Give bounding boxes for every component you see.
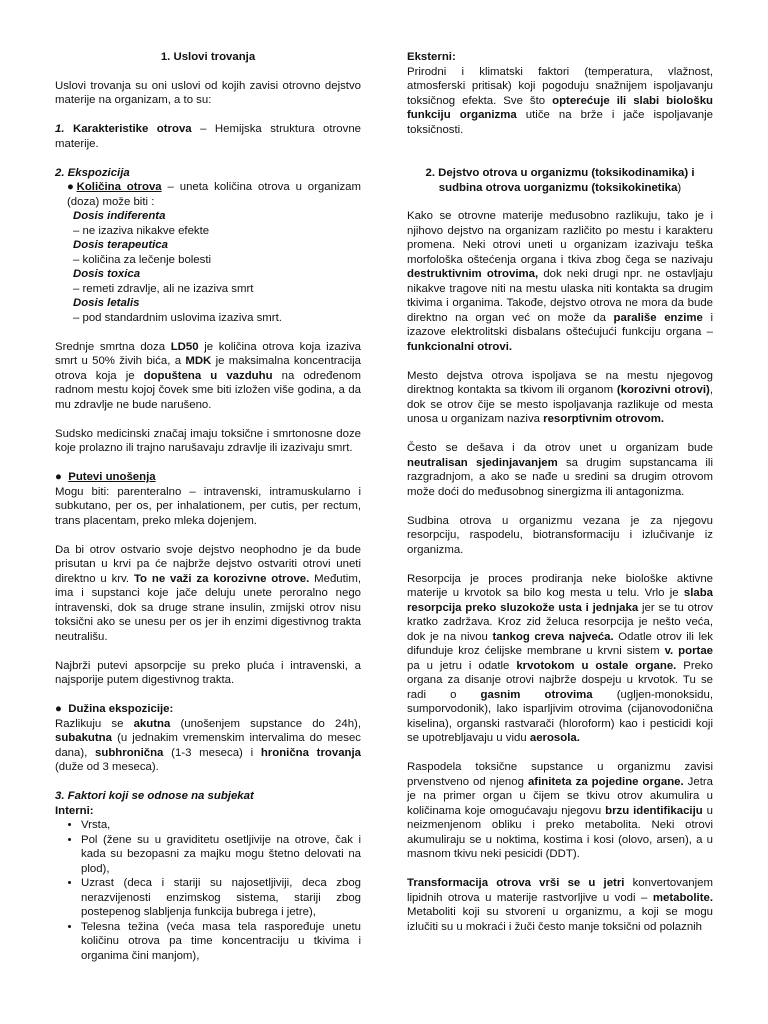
karakteristike-paragraph: 1. Karakteristike otrova – Hemijska struktura otrovne materije. (55, 123, 361, 150)
faktori-block (55, 789, 361, 963)
dose-list (55, 209, 361, 325)
putevi-paragraph: Mogu biti: parenteralno – intravenski, intramuskularno i subkutano, per os, per inhalationem, per cutis, per rectum, trans placentam, preko mleka dojenjem. (55, 485, 361, 527)
putevi-block (55, 470, 361, 528)
bullet-icon: ● (55, 703, 62, 715)
dejstvo-paragraph: Da bi otrov ostvario svoje dejstvo neophodno je da bude prisutan u krvi pa će najbrže dejstvo ostvariti otrovi uneti direktno u krv. To ne važi za korozivne otrove. Međutim, ima i supstanci koje jače deluju unete peroralno nego intravenski, dok sa druge strane insulin, zmijski otrov nisu toksični ako se unesu per os jer ih enzimi digestivnog trakta neutrališu. (55, 543, 361, 643)
ekspozicija-block (55, 166, 361, 326)
duzina-block (55, 702, 361, 775)
sudbina-paragraph: Sudbina otrova u organizmu vezana je za njegovu resorpciju, raspodelu, biotransformaciju i izlučivanje iz organizma. (407, 514, 713, 556)
ekspozicija-heading: 2. Ekspozicija (55, 166, 130, 179)
left-column (55, 50, 361, 963)
faktori-heading: 3. Faktori koji se odnose na subjekat (55, 790, 254, 802)
eksterni-paragraph: Prirodni i klimatski faktori (temperatura, vlažnost, atmosferski pritisak) koji pogoduju snažnijem ispoljavanju toksičnog efekta. Sve što opterećuje ili slabi biološku funkciju organizma utiče na brže i jače ispoljavanje toksičnosti. (407, 65, 714, 136)
duzina-heading: ● Dužina ekspozicije: (55, 703, 174, 715)
section-title-uslovi: 1. Uslovi trovanja (160, 51, 256, 63)
list-item: • Pol (žene su u graviditetu osetljivije na otrove, čak i kada su bezopasni za majku mogu štetno delovati na plod), (81, 833, 361, 877)
sudsko-paragraph: Sudsko medicinski značaj imaju toksične i smrtonosne doze koje prolazno ili trajno narušavaju zdravlje ili izazivaju smrt. (55, 427, 361, 454)
dose-item: Dosis terapeutica – količina za lečenje bolesti (73, 239, 212, 266)
interni-list (55, 818, 361, 963)
interni-heading: Interni: (55, 804, 94, 817)
ld50-paragraph: Srednje smrtna doza LD50 je količina otrova koja izaziva smrt u 50% živih bića, a MDK je maksimalna koncentracija otrova koja je dopuštena u vazduhu na određenom radnom mestu kojoj čovek sme biti izložen više godina, a da mu zdravlje ne bude narušeno. (55, 340, 361, 411)
mesto-dejstva-paragraph: Mesto dejstva otrova ispoljava se na mestu njegovog direktnog kontakta sa tkivom ili organom (korozivni otrovi), dok se otrov čije se mesto ispoljavanja razlikuje od mesta unosa u organizam naziva resorptivnim otrovom. (407, 369, 713, 425)
right-column (407, 50, 713, 934)
putevi-heading: ● Putevi unošenja (55, 471, 156, 483)
list-item: • Uzrast (deca i stariji su najosetljiviji, deca zbog nerazvijenosti enzimskog sistema, stariji zbog postepenog slabljenja funkcija bubrega i jetre), (81, 876, 361, 920)
list-item: • Telesna težina (veća masa tela raspoređuje unetu količinu otrova pa time koncentraciju u tkivima i organima čini manjom), (81, 920, 361, 964)
transformacija-paragraph: Transformacija otrova vrši se u jetri konvertovanjem lipidnih otrova u materije rastvorljive u vodi – metabolite. Metaboliti koji su stvoreni u organizmu, a koji se mogu izlučiti su u mokraći i žuči često manje toksični od polaznih (407, 877, 713, 933)
dose-item: Dosis toxica – remeti zdravlje, ali ne izaziva smrt (73, 268, 254, 295)
intro-paragraph: Uslovi trovanja su oni uslovi od kojih zavisi otrovno dejstvo materije na organizam, a to su: (55, 79, 361, 106)
eksterni-heading: Eksterni: (407, 51, 456, 63)
list-item: • Vrsta, (81, 818, 361, 833)
kolicina-item: ●Količina otrova – uneta količina otrova u organizam (doza) može biti : (67, 181, 361, 208)
dose-item: Dosis letalis – pod standardnim uslovima izaziva smrt. (73, 297, 282, 324)
raspodela-paragraph: Raspodela toksične supstance u organizmu zavisi prvenstveno od njenog afiniteta za pojedine organe. Jetra je na primer organ u čijem se tkivu otrov akumulira u količinama koje omogućavaju njegovu brzu identifikaciju u neizmenjenom obliku i preko metabolita. Neki otrovi akumuliraju se u noktima, kostima i kosi (olovo, arsen), a u masnom tkivu neki pesicidi (DDT). (407, 761, 713, 860)
najbrzi-paragraph: Najbrži putevi apsorpcije su preko pluća i intravenski, a najsporije putem digestivnog trakta. (55, 659, 361, 686)
section-title-dejstvo: 2. Dejstvo otrova u organizmu (toksikodinamika) i sudbina otrova uorganizmu (toksikokinetika) (425, 167, 695, 194)
dejstvo-paragraph-1: Kako se otrovne materije međusobno razlikuju, tako je i njihovo dejstvo na organizam različito po mestu i karakteru promena. Neki otrovi uneti u organizam izazivaju teška morfološka oštećenja organa i tkiva zbog čega se nazivaju destruktivnim otrovima, dok neki drugi npr. ne ostavljaju nikakve tragove niti na mestu ulaska niti kontakta sa drugim tkivima i organima. Takođe, dejstvo otrova ne mora da bude direktno na organ već on može da parališe enzime i izazove elektrolitski disbalans oštećujući funkciju organa – funkcionalni otrovi. (407, 210, 714, 353)
resorpcija-paragraph: Resorpcija je proces prodiranja neke biološke aktivne materije u krvotok sa bilo kog mesta u telu. Vrlo je slaba resorpcija preko sluzokože usta i jednjaka jer se tu otrov kratko zadržava. Kroz zid želuca resorpcija je nešto veća, dok je na nivou tankog creva najveća. Odatle otrov ili lek difunduje kroz ćelijske membrane u krvni sistem v. portae pa u jetru i odatle krvotokom u ostale organe. Preko organa za disanje otrovi najbrže dospeju u krvotok. Tu se radi o gasnim otrovima (ugljen-monoksidu, sumporvodonik), lako isparljivim otrovima (cijanovodonična kiselina), organski rastvarači (hloroform) kao i pesticidi koji se upotrebljavaju u vidu aerosola. (407, 572, 714, 744)
bullet-icon: ● (55, 471, 62, 483)
bullet-icon: ● (67, 181, 77, 193)
neutralisan-paragraph: Često se dešava i da otrov unet u organizam bude neutralisan sjedinjavanjem sa drugim supstancama ili razgradnjom, a ako se nađe u sredini sa drugim otrovom može doći do međusobnog sinergizma ili antagonizma. (407, 442, 713, 498)
duzina-paragraph: Razlikuju se akutna (unošenjem supstance do 24h), subakutna (u jednakim vremenskim intervalima do mesec dana), subhronična (1-3 meseca) i hronična trovanja (duže od 3 meseca). (55, 717, 361, 773)
dose-item: Dosis indiferenta – ne izaziva nikakve efekte (73, 210, 210, 237)
